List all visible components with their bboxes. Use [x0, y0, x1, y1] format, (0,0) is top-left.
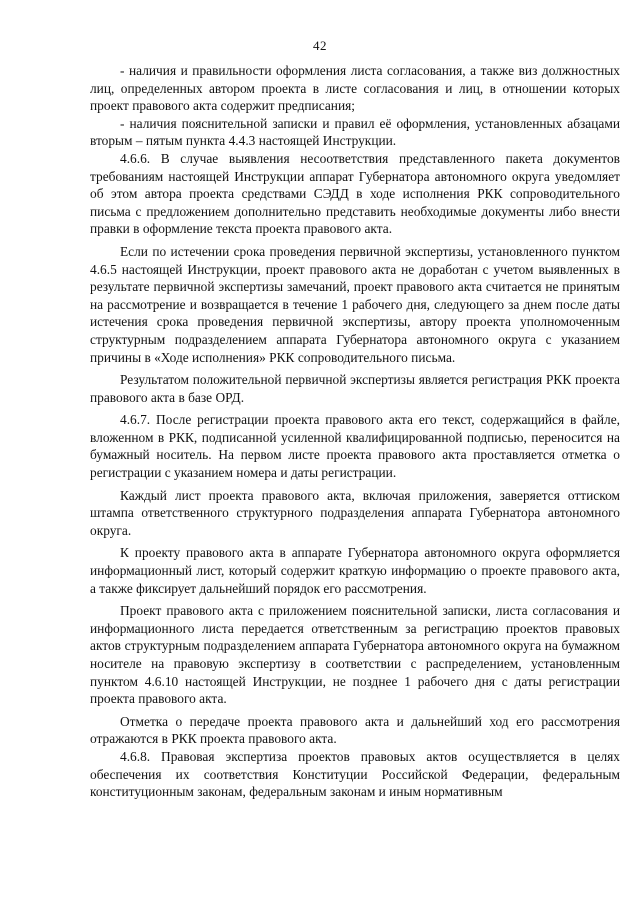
paragraph: Проект правового акта с приложением пояснительной записки, листа согласования и информационного листа передается ответственным за регистрацию проектов правовых актов структурным подразделением аппарата Губернатора автономного округа на бумажном носителе на правовую экспертизу в соответствии с распределением, установленным пунктом 4.6.10 настоящей Инструкции, не позднее 1 рабочего дня с даты регистрации проекта правового акта.	[90, 603, 620, 707]
paragraph: Отметка о передаче проекта правового акта и дальнейший ход его рассмотрения отражаются в РКК проекта правового акта.	[90, 713, 620, 747]
paragraph: К проекту правового акта в аппарате Губернатора автономного округа оформляется информационный лист, который содержит краткую информацию о проекте правового акта, а также фиксирует дальнейший порядок его рассмотрения.	[90, 545, 620, 596]
paragraph: Каждый лист проекта правового акта, включая приложения, заверяется оттиском штампа ответственного структурного подразделения аппарата Губернатора автономного округа.	[90, 487, 620, 538]
paragraph: - наличия пояснительной записки и правил её оформления, установленных абзацами вторым – пятым пункта 4.4.3 настоящей Инструкции.	[90, 115, 620, 149]
document-body	[90, 62, 620, 801]
paragraph: - наличия и правильности оформления листа согласования, а также виз должностных лиц, определенных автором проекта в листе согласования и лиц, в отношении которых проект правового акта содержит предписания;	[90, 63, 620, 114]
page-number: 42	[313, 38, 327, 53]
paragraph: 4.6.7. После регистрации проекта правового акта его текст, содержащийся в файле, вложенном в РКК, подписанной усиленной квалифицированной подписью, переносится на бумажный носитель. На первом листе проекта правового акта проставляется отметка о регистрации с указанием номера и даты регистрации.	[90, 412, 620, 481]
paragraph: 4.6.6. В случае выявления несоответствия представленного пакета документов требованиям настоящей Инструкции аппарат Губернатора автономного округа уведомляет об этом автора проекта средствами СЭДД в ходе исполнения РКК сопроводительного письма с предложением дополнительно представить необходимые документы либо внести правки в оформление текста проекта правового акта.	[90, 150, 620, 237]
paragraph: 4.6.8. Правовая экспертиза проектов правовых актов осуществляется в целях обеспечения их соответствия Конституции Российской Федерации, федеральным конституционным законам, федеральным законам и иным нормативным	[90, 748, 620, 800]
paragraph: Если по истечении срока проведения первичной экспертизы, установленного пунктом 4.6.5 настоящей Инструкции, проект правового акта не доработан с учетом выявленных в результате первичной экспертизы замечаний, проект правового акта считается не принятым на рассмотрение и возвращается в течение 1 рабочего дня, следующего за днем после даты истечения срока проведения первичной экспертизы, автору проекта уполномоченным структурным подразделением аппарата Губернатора автономного округа с указанием причины в «Ходе исполнения» РКК сопроводительного письма.	[90, 243, 620, 365]
paragraph: Результатом положительной первичной экспертизы является регистрация РКК проекта правового акта в базе ОРД.	[90, 372, 620, 405]
